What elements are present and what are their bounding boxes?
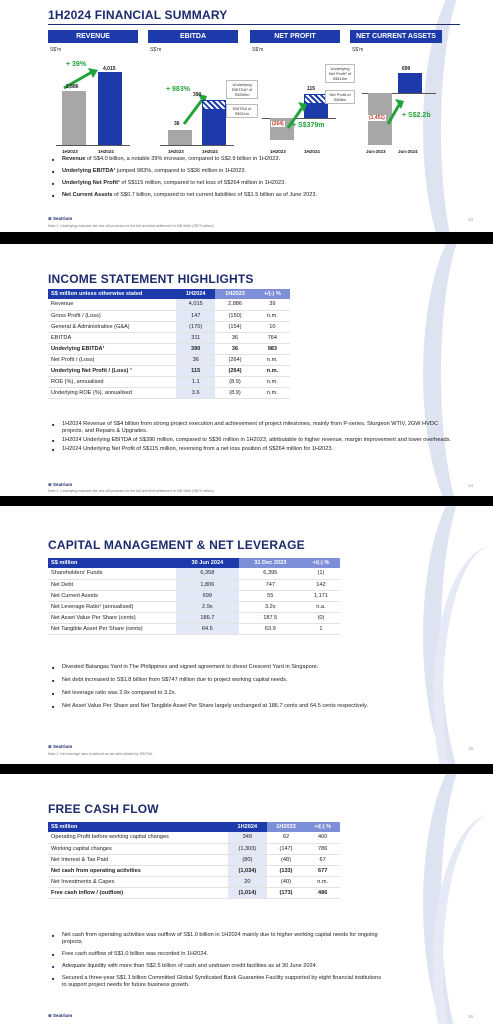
table-cell: (154): [215, 321, 254, 332]
row-label: EBITDA: [48, 332, 176, 343]
table-row: [48, 579, 340, 590]
slide-capital-management: [0, 506, 493, 764]
table-row: [48, 623, 340, 634]
row-label: Underlying Net Profit / (Loss) ¹: [48, 365, 176, 376]
bullet: ■ 1H2024 Underlying Net Profit of S$115 million, reversing from a net loss position of S$264 million for 1H2023.: [52, 446, 452, 453]
summary-bullets: [52, 156, 472, 204]
table-row: [48, 843, 340, 854]
table-body: [48, 299, 290, 398]
column-header: S$ million: [48, 822, 228, 832]
table-cell: (40): [267, 876, 306, 887]
table-cell: 115: [176, 365, 215, 376]
bullet: ■ 1H2024 Underlying EBITDA of S$390 million, compared to S$36 million in 1H2023, attributable to higher revenue, margin improvement and lower overheads.: [52, 437, 452, 444]
table-cell: n.m.: [255, 376, 290, 387]
bullet: ■ Adequate liquidity with more than S$2.5 billion of cash and undrawn credit facilities as at 30 June 2024.: [52, 963, 382, 970]
ebitda-bar-provision-hatched: [202, 100, 226, 110]
net-profit-change: + S$379m: [292, 122, 325, 129]
table-cell: 6,395: [239, 568, 302, 579]
column-header: 1H2023: [215, 289, 254, 299]
table-cell: 3.6: [176, 387, 215, 398]
ebitda-x-1h2023: 1H2023: [168, 149, 184, 154]
column-header: 31 Dec 2023: [239, 558, 302, 568]
table-cell: 62: [267, 832, 306, 843]
column-header: 30 Jun 2024: [176, 558, 239, 568]
table-row: [48, 343, 290, 354]
table-cell: 2.9x: [176, 601, 239, 612]
slide-title: INCOME STATEMENT HIGHLIGHTS: [48, 272, 254, 286]
row-label: Revenue: [48, 299, 176, 310]
row-label: Gross Profit / (Loss): [48, 310, 176, 321]
bullet: ■ Divested Batangas Yard in The Philippines and signed agreement to divest Crescent Yard in Singapore.: [52, 664, 472, 671]
page-number: 16: [467, 1014, 473, 1019]
table-cell: 699: [176, 590, 239, 601]
table-cell: 747: [239, 579, 302, 590]
table-cell: (48): [267, 854, 306, 865]
net-profit-value-1h2023: (264): [272, 121, 284, 127]
table-cell: 311: [176, 332, 215, 343]
table-cell: n.m.: [255, 387, 290, 398]
ebitda-value-1h2024: 390: [193, 92, 202, 98]
table-cell: 36: [176, 354, 215, 365]
nca-x-jun2024: Jun-2024: [398, 149, 418, 154]
table-cell: n.a.: [302, 601, 340, 612]
table-cell: 764: [255, 332, 290, 343]
table-cell: 1,171: [302, 590, 340, 601]
cash-flow-bullets: [52, 932, 382, 994]
table-cell: 390: [176, 343, 215, 354]
ebitda-x-1h2024: 1H2024: [202, 149, 218, 154]
table-cell: 983: [255, 343, 290, 354]
column-header: 1H2024: [228, 822, 267, 832]
ebitda-bar-1h2023: [168, 130, 192, 145]
column-header: 1H2024: [176, 289, 215, 299]
table-cell: 460: [305, 832, 340, 843]
slide-title: 1H2024 FINANCIAL SUMMARY: [48, 8, 228, 22]
table-row: [48, 354, 290, 365]
net-current-assets-header: NET CURRENT ASSETS: [350, 30, 442, 43]
table-cell: (8.9): [215, 387, 254, 398]
table-cell: 2,886: [215, 299, 254, 310]
table-cell: n.m.: [255, 354, 290, 365]
table-cell: 349: [228, 832, 267, 843]
column-header: S$ million: [48, 558, 176, 568]
table-row: [48, 299, 290, 310]
capital-bullets: [52, 664, 472, 716]
table-cell: n.m.: [305, 876, 340, 887]
seatrium-logo: ⊜ Seatrium: [48, 216, 73, 221]
table-cell: n.m.: [255, 365, 290, 376]
nca-value-jun2024: 699: [402, 66, 411, 72]
bullet: ■ 1H2024 Revenue of S$4 billion from strong project execution and achievement of project milestones, mainly from P-series, Sturgeon WTIV, 2GW HVDC projects, and Repairs & Upgrades.: [52, 421, 452, 435]
row-label: ROE (%), annualised: [48, 376, 176, 387]
table-cell: 677: [305, 865, 340, 876]
nca-change: + S$2.2b: [402, 112, 431, 119]
table-row: [48, 832, 340, 843]
table-cell: (0): [302, 612, 340, 623]
bullet: ■ Secured a three-year S$1.1 billion Committed Global Syndicated Bank Guarantee Facility supported by eight financial institutions to support project needs for future business growth.: [52, 975, 382, 989]
revenue-value-1h2023: 2,886: [66, 84, 79, 90]
ebitda-value-1h2023: 36: [174, 121, 180, 127]
bullet: ■ Net Asset Value Per Share and Net Tangible Asset Per Share largely unchanged at 186.7 cents and 64.5 cents respectively.: [52, 703, 472, 710]
table-row: [48, 332, 290, 343]
bullet: ■ Net cash from operating activities was outflow of S$1.0 billion in 1H2024 mainly due to higher working capital needs for ongoing projects.: [52, 932, 382, 946]
row-label: General & Administrative (G&A): [48, 321, 176, 332]
slide-income-statement: [0, 244, 493, 496]
table-header-row: [48, 289, 290, 299]
table-row: [48, 365, 290, 376]
table-cell: 142: [302, 579, 340, 590]
bullet: ■ Net debt increased to S$1.8 billion from S$747 million due to project working capital needs.: [52, 677, 472, 684]
free-cash-flow-table: [48, 822, 340, 899]
table-cell: 36: [215, 332, 254, 343]
revenue-x-1h2024: 1H2024: [98, 149, 114, 154]
table-cell: n.m.: [255, 310, 290, 321]
table-header-row: [48, 822, 340, 832]
table-cell: 20: [228, 876, 267, 887]
revenue-growth: + 39%: [66, 61, 87, 68]
bullet: ■ Net Current Assets of S$0.7 billion, compared to net current liabilities of S$1.5 billion as of June 2023.: [52, 192, 472, 199]
column-header: S$ million unless otherwise stated: [48, 289, 176, 299]
row-label: Net Interest & Tax Paid: [48, 854, 228, 865]
table-row: [48, 854, 340, 865]
table-cell: (147): [267, 843, 306, 854]
slide-title: FREE CASH FLOW: [48, 802, 159, 816]
revenue-header: REVENUE: [48, 30, 138, 43]
seatrium-logo: ⊜ Seatrium: [48, 482, 73, 487]
table-row: [48, 590, 340, 601]
table-cell: (170): [176, 321, 215, 332]
revenue-unit: S$'m: [50, 47, 62, 53]
net-profit-note-reported: Net Profit of S$36m: [325, 90, 355, 104]
table-cell: 36: [215, 343, 254, 354]
table-body: [48, 568, 340, 634]
row-label: Net cash from operating activities: [48, 865, 228, 876]
footnote: Note 1: Underlying excludes the one-off provision for the full and final settlement to MB Wirth (S$79 million): [48, 489, 214, 493]
net-current-assets-unit: S$'m: [352, 47, 364, 53]
row-label: Shareholders' Funds: [48, 568, 176, 579]
decorative-swoosh: [423, 244, 493, 496]
net-profit-x-1h2023: 1H2023: [270, 149, 286, 154]
table-cell: (80): [228, 854, 267, 865]
ebitda-unit: S$'m: [150, 47, 162, 53]
bullet: ■ Revenue of S$4.0 billion, a notable 39% increase, compared to S$2.9 billion in 1H2023.: [52, 156, 472, 163]
table-cell: 39: [255, 299, 290, 310]
column-header: +/(-) %: [255, 289, 290, 299]
column-header: +/(-) %: [302, 558, 340, 568]
table-cell: (1,303): [228, 843, 267, 854]
table-cell: (1,034): [228, 865, 267, 876]
bullet: ■ Underlying Net Profit¹ of S$115 million, compared to net loss of S$264 million in 1H2023.: [52, 180, 472, 187]
slide-title: CAPITAL MANAGEMENT & NET LEVERAGE: [48, 538, 305, 552]
table-cell: 187.5: [239, 612, 302, 623]
table-body: [48, 832, 340, 898]
table-cell: 55: [239, 590, 302, 601]
net-profit-header: NET PROFIT: [250, 30, 340, 43]
footnote: Note 1: Underlying excludes the one-off provision for the full and final settlement to MB Wirth (S$79 million): [48, 224, 214, 228]
bullet: ■ Net leverage ratio was 2.9x compared to 3.2x.: [52, 690, 472, 697]
table-cell: 1: [302, 623, 340, 634]
row-label: Underlying ROE (%), annualised: [48, 387, 176, 398]
table-row: [48, 310, 290, 321]
ebitda-growth: + 983%: [166, 86, 190, 93]
table-cell: 4,015: [176, 299, 215, 310]
table-row: [48, 568, 340, 579]
table-row: [48, 376, 290, 387]
ebitda-note-reported: EBITDA of S$311m: [226, 104, 258, 118]
net-profit-note-underlying: Underlying Net Profit¹ of S$115m: [325, 64, 355, 83]
income-bullets: [52, 421, 452, 455]
revenue-x-1h2023: 1H2023: [62, 149, 78, 154]
table-cell: 786: [305, 843, 340, 854]
table-cell: (173): [267, 887, 306, 898]
nca-x-jun2023: Jun-2023: [366, 149, 386, 154]
row-label: Underlying EBITDA¹: [48, 343, 176, 354]
bullet: ■ Free cash outflow of S$1.0 billion was recorded in 1H2024.: [52, 951, 382, 958]
column-header: 1H2023: [267, 822, 306, 832]
table-cell: 64.5: [176, 623, 239, 634]
row-label: Net Profit / (Loss): [48, 354, 176, 365]
page-number: 15: [467, 746, 473, 751]
row-label: Net Asset Value Per Share (cents): [48, 612, 176, 623]
footnote: Note 1: Net leverage ratio is defined as net debt divided by EBITDA: [48, 752, 153, 756]
table-cell: 147: [176, 310, 215, 321]
table-row: [48, 865, 340, 876]
table-row: [48, 601, 340, 612]
table-cell: (264): [215, 365, 254, 376]
revenue-bar-1h2023: [62, 91, 86, 145]
table-cell: 67: [305, 854, 340, 865]
bullet: ■ Underlying EBITDA¹ jumped 983%, compared to S$36 million in 1H2023.: [52, 168, 472, 175]
title-rule: [48, 24, 460, 25]
table-header-row: [48, 558, 340, 568]
slide-free-cash-flow: [0, 774, 493, 1024]
nca-value-jun2023: (1,451): [369, 115, 385, 121]
seatrium-logo: ⊜ Seatrium: [48, 1013, 73, 1018]
revenue-bar-1h2024: [98, 72, 122, 145]
table-cell: (133): [267, 865, 306, 876]
row-label: Net Current Assets: [48, 590, 176, 601]
table-cell: 486: [305, 887, 340, 898]
table-cell: 10: [255, 321, 290, 332]
row-label: Net Leverage Ratio¹ (annualised): [48, 601, 176, 612]
table-row: [48, 387, 290, 398]
seatrium-logo: ⊜ Seatrium: [48, 744, 73, 749]
page-number: 13: [467, 217, 473, 222]
table-cell: 3.2x: [239, 601, 302, 612]
table-row: [48, 887, 340, 898]
nca-bar-jun2024: [398, 73, 422, 93]
net-profit-value-1h2024: 115: [307, 86, 316, 92]
table-cell: 6,358: [176, 568, 239, 579]
table-cell: (8.9): [215, 376, 254, 387]
page-number: 14: [467, 483, 473, 488]
ebitda-bar-1h2024: [202, 110, 226, 145]
table-row: [48, 321, 290, 332]
row-label: Net Debt: [48, 579, 176, 590]
row-label: Operating Profit before working capital changes: [48, 832, 228, 843]
net-profit-x-1h2024: 1H2024: [304, 149, 320, 154]
ebitda-header: EBITDA: [148, 30, 238, 43]
row-label: Net Tangible Asset Per Share (cents): [48, 623, 176, 634]
table-cell: 1,806: [176, 579, 239, 590]
income-statement-table: [48, 289, 290, 399]
capital-management-table: [48, 558, 340, 635]
net-profit-unit: S$'m: [252, 47, 264, 53]
slide-financial-summary: [0, 0, 493, 232]
row-label: Free cash inflow / (outflow): [48, 887, 228, 898]
column-header: +/(-) %: [305, 822, 340, 832]
table-cell: 186.7: [176, 612, 239, 623]
table-cell: (150): [215, 310, 254, 321]
table-cell: (1): [302, 568, 340, 579]
row-label: Working capital changes: [48, 843, 228, 854]
ebitda-note-underlying: Underlying EBITDA¹ of S$390m: [226, 80, 258, 99]
row-label: Net Investments & Capex: [48, 876, 228, 887]
table-cell: (1,014): [228, 887, 267, 898]
revenue-value-1h2024: 4,015: [103, 66, 116, 72]
table-row: [48, 876, 340, 887]
table-cell: 63.9: [239, 623, 302, 634]
table-cell: (264): [215, 354, 254, 365]
table-cell: 1.1: [176, 376, 215, 387]
table-row: [48, 612, 340, 623]
